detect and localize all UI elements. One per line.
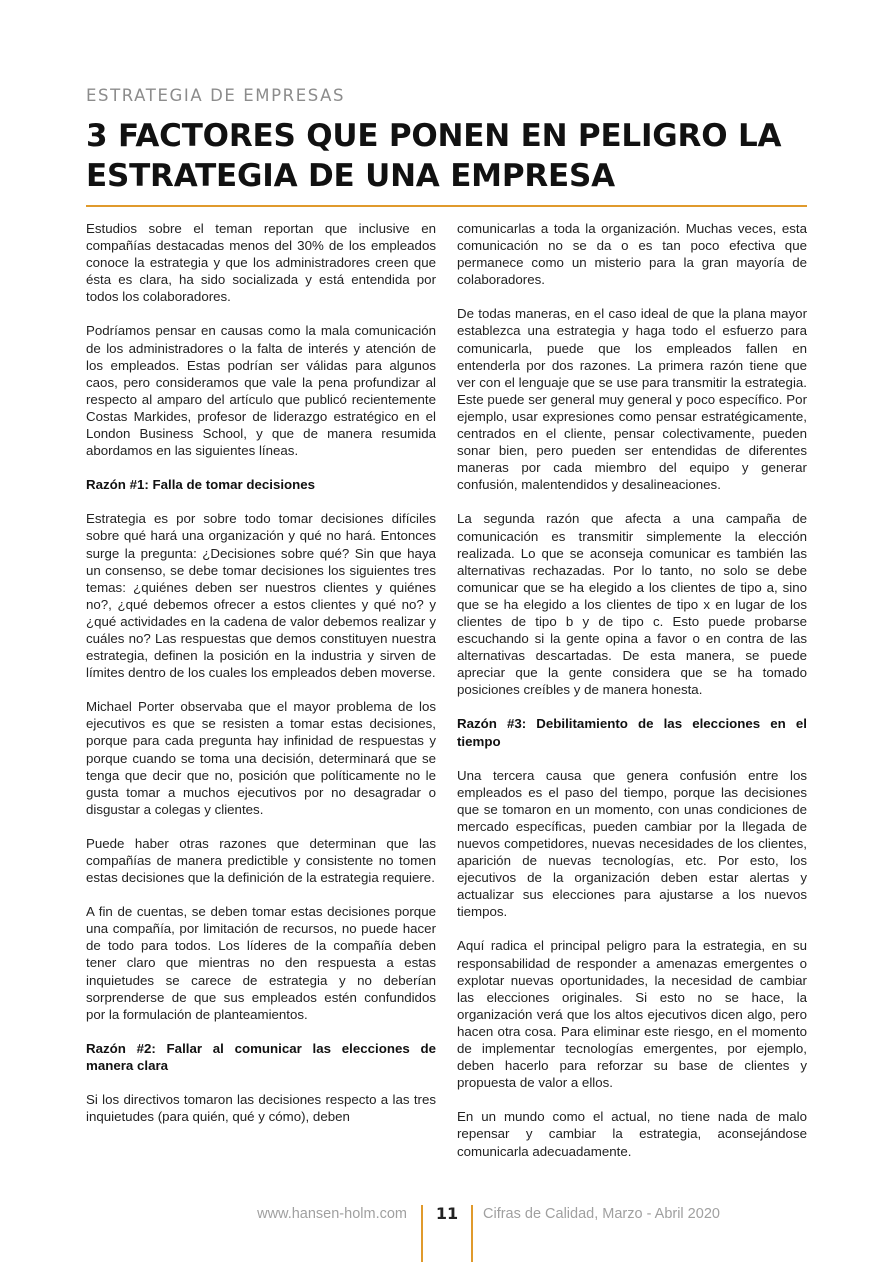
section-heading: Razón #2: Fallar al comunicar las elecciones de manera clara xyxy=(86,1040,436,1073)
right-column xyxy=(457,220,807,1177)
footer-publication: Cifras de Calidad, Marzo - Abril 2020 xyxy=(483,1206,720,1222)
paragraph: Podríamos pensar en causas como la mala comunicación de los administradores o la falta de interés y atención de los empleados. Estas podrían ser válidas para algunos caos, pero consideramos que vale la pena profundizar al respecto al amparo del artículo que publicó recientemente Costas Markides, profesor de liderazgo estratégico en el London Business School, y que de manera resumida abordamos en las siguientes líneas. xyxy=(86,323,436,459)
paragraph: De todas maneras, en el caso ideal de que la plana mayor establezca una estrategia y haga todo el esfuerzo para comunicarla, puede que los empleados fallen en entenderla por dos razones. La primera razón tiene que ver con el lenguaje que se use para transmitir la estrategia. Este puede ser general muy general y poco específico. Por ejemplo, usar expresiones como pensar estratégicamente, centrados en el cliente, pensar colectivamente, pueden sonar bien, pero pueden ser entendidas de diferentes maneras por cada miembro del equipo y generar confusión, malentendidos y desalineaciones. xyxy=(457,306,807,493)
paragraph: Estrategia es por sobre todo tomar decisiones difíciles sobre qué hará una organización y qué no hará. Entonces surge la pregunta: ¿Decisiones sobre qué? Sin que haya un consenso, se debe tomar decisiones los siguientes tres temas: ¿quiénes deben ser nuestros clientes y quiénes no?, ¿qué debemos ofrecer a estos clientes y qué no? y ¿qué actividades en la cadena de valor debemos realizar y cuáles no? Las respuestas que demos constituyen nuestra estrategia, definen la posición en la industria y sirven de límites dentro de los cuales los empleados deben moverse. xyxy=(86,511,436,681)
title-line-1: 3 FACTORES QUE PONEN EN PELIGRO LA xyxy=(86,118,782,154)
paragraph: Si los directivos tomaron las decisiones respecto a las tres inquietudes (para quién, qué y cómo), deben xyxy=(86,1092,436,1125)
page-number: 11 xyxy=(435,1204,459,1223)
paragraph: Una tercera causa que genera confusión entre los empleados es el paso del tiempo, porque las decisiones que se tomaron en un momento, con unas condiciones de mercado específicas, pueden cambiar por la llegada de nuevos competidores, nuevas necesidades de los clientes, aparición de nuevas tecnologías, etc. Por esto, los ejecutivos de la organización deben estar alertas y actualizar sus elecciones para ajustarse a los nuevos tiempos. xyxy=(457,767,807,920)
paragraph: Michael Porter observaba que el mayor problema de los ejecutivos es que se resisten a tomar estas decisiones, porque para cada pregunta hay infinidad de respuestas y porque cuando se toma una decisión, determinará que se tenga que decir que no, posición que políticamente no le gusta tomar a muchos ejecutivos por no desagradar o disgustar a colegas y clientes. xyxy=(86,699,436,817)
title-line-2: ESTRATEGIA DE UNA EMPRESA xyxy=(86,158,615,194)
title-underline xyxy=(86,205,807,207)
paragraph: En un mundo como el actual, no tiene nada de malo repensar y cambiar la estrategia, aconsejándose comunicarla adecuadamente. xyxy=(457,1109,807,1159)
paragraph: Estudios sobre el teman reportan que inclusive en compañías destacadas menos del 30% de los empleados conoce la estrategia y que los administradores creen que ésta es clara, ha sido socializada y está entendida por todos los colaboradores. xyxy=(86,221,436,305)
section-heading: Razón #3: Debilitamiento de las elecciones en el tiempo xyxy=(457,716,807,749)
footer-divider-left xyxy=(421,1205,423,1262)
paragraph: comunicarlas a toda la organización. Muchas veces, esta comunicación no se da o es tan poco efectiva que permanece como un misterio para la gran mayoría de colaboradores. xyxy=(457,221,807,288)
article-title xyxy=(86,116,816,196)
footer-website: www.hansen-holm.com xyxy=(257,1206,407,1222)
left-column xyxy=(86,220,436,1142)
paragraph: A fin de cuentas, se deben tomar estas decisiones porque una compañía, por limitación de recursos, no puede hacer de todo para todos. Los líderes de la compañía deben tener claro que mientras no den respuesta a estas inquietudes se carece de estrategia y no deberían sorprenderse de que sus empleados estén confundidos por la formulación de planteamientos. xyxy=(86,904,436,1022)
paragraph: Aquí radica el principal peligro para la estrategia, en su responsabilidad de responder a amenazas emergentes o explotar nuevas oportunidades, la necesidad de cambiar las elecciones originales. Si esto no se hace, la organización verá que los altos ejecutivos dicen algo, pero hacen otra cosa. Para eliminar este riesgo, en el momento de implementar tecnologías emergentes, por ejemplo, deben hacerlo para reforzar su base de clientes y propuesta de valor a ellos. xyxy=(457,938,807,1091)
section-kicker: ESTRATEGIA DE EMPRESAS xyxy=(86,86,346,105)
paragraph: Puede haber otras razones que determinan que las compañías de manera predictible y consistente no tomen estas decisiones que la definición de la estrategia requiere. xyxy=(86,835,436,886)
section-heading: Razón #1: Falla de tomar decisiones xyxy=(86,477,316,493)
paragraph: La segunda razón que afecta a una campaña de comunicación es transmitir simplemente la elección realizada. Lo que se aconseja comunicar es también las alternativas rechazadas. Por lo tanto, no solo se debe comunicar que se ha elegido a los clientes de tipo a, sino que se ha elegido a los clientes de tipo x en lugar de los clientes de tipo b y de tipo c. Esto puede probarse escuchando si la gente opina a favor o en contra de las alternativas descartadas. De esta manera, se puede apreciar que la gente considera que se ha tomado posiciones creíbles y de manera honesta. xyxy=(457,511,807,698)
footer-divider-right xyxy=(471,1205,473,1262)
